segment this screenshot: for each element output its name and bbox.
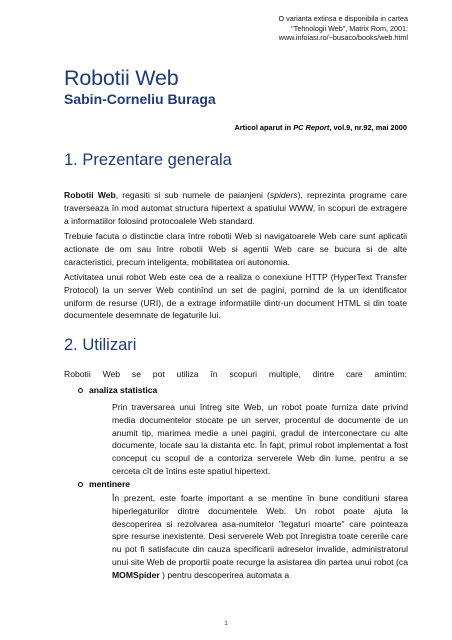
edition-note-url: www.infoiasi.ro/~busaco/books/web.html bbox=[278, 33, 408, 43]
author-name: Sabin-Corneliu Buraga bbox=[64, 91, 216, 107]
paragraph-text: În prezent, este foarte important a se mentine în bune conditiuni starea hiperlegaturilor dintre documentele Web. Un robot poate ajuta la descoperirea si rezolvarea asa-numitelor "legaturi moarte" care pointeaza spre resurse inexistente. Desi serverele Web pot înregistra toate cererile care nu pot fi satisfacute din cauza specificarii adreselor invalide, administratorul unui site Web de proportii poate recurge la asistarea din partea unui robot (ca bbox=[112, 493, 408, 567]
bullet-label: mentinere bbox=[89, 479, 131, 489]
section-heading-utilizari: 2. Utilizari bbox=[64, 336, 137, 354]
edition-note-line: "Tehnologii Web", Matrix Rom, 2001: bbox=[291, 23, 408, 33]
edition-note bbox=[178, 14, 408, 43]
section-heading-prezentare: 1. Prezentare generala bbox=[64, 151, 232, 169]
bullet-circle-icon bbox=[78, 388, 83, 393]
term-spiders: spiders bbox=[269, 190, 298, 200]
paragraph-text: ), reprezinta programe care traverseaza în mod automat structura hipertext a spatiului WWW, în scopuri de extragere a informatiilor folosind protocoalele Web standard. bbox=[64, 190, 408, 226]
article-ref-prefix: Articol aparut in bbox=[234, 123, 294, 132]
paragraph-distinctie: Trebuie facuta o distinctie clara între robotii Web si navigatoarele Web care sunt aplicatii actionate de om sau între robotii Web si agentii Web care se bucura si de alte caracteristici, precum inteligenta, mobilitatea ori autonomia. bbox=[64, 231, 407, 267]
bullet-description bbox=[112, 492, 408, 582]
bullet-label: analiza statistica bbox=[89, 385, 158, 395]
term-momspider: MOMSpider bbox=[112, 569, 160, 580]
paragraph-utilizari-intro: Robotii Web se pot utiliza în scopuri multiple, dintre care amintim: bbox=[64, 369, 407, 379]
term-robotii-web: Robotii Web bbox=[64, 190, 116, 200]
page-number: 1 bbox=[224, 620, 228, 627]
list-item bbox=[78, 478, 130, 490]
paragraph-text: , regasiti si sub numele de paianjeni ( bbox=[115, 190, 270, 200]
bullet-circle-icon bbox=[78, 482, 83, 487]
article-reference bbox=[234, 123, 407, 132]
paragraph-intro bbox=[64, 189, 407, 227]
paragraph-activitate: Activitatea unui robot Web este cea de a realiza o conexiune HTTP (HyperText Transfer Protocol) la un server Web continînd un set de pagini, pornind de la un identificator uniform de resurse (URI), de a extrage informatiile dintr-un document HTML si din toate documentele desemnate de legaturile lui. bbox=[64, 272, 407, 321]
list-item bbox=[78, 384, 157, 396]
document-title: Robotii Web bbox=[64, 66, 179, 90]
edition-note-line: O varianta extinsa e disponibila in cartea bbox=[278, 14, 408, 23]
journal-name: PC Report bbox=[293, 123, 330, 132]
article-ref-suffix: , vol.9, nr.92, mai 2000 bbox=[329, 123, 407, 132]
bullet-description: Prin traversarea unui întreg site Web, un robot poate furniza date privind media documentelor stocate pe un server, procentul de documente de un anumit tip, marimea medie a unei pagini, gradul de interconectare cu alte documente, locale sau la distanta etc. În fapt, primul robot implementat a fost conceput cu scopul de a contoriza serverele Web din lume, pentru a se cerceta cît de întins este spatiul hipertext. bbox=[112, 402, 408, 476]
paragraph-text: ) pentru descoperirea automata a bbox=[159, 569, 290, 580]
